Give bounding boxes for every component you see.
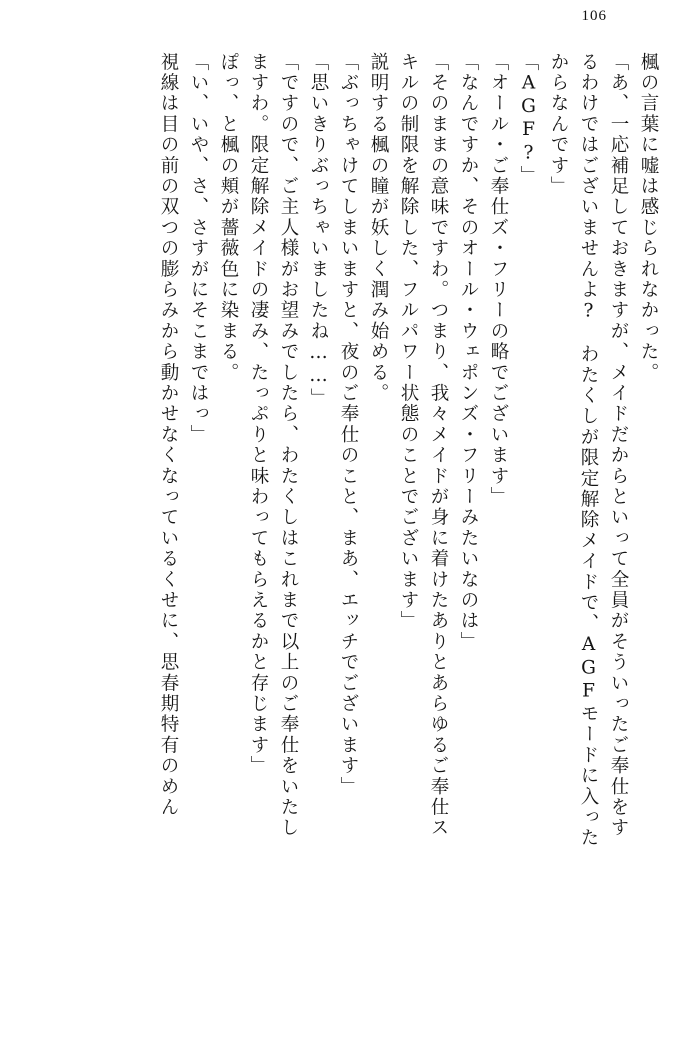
page-number: 106 (581, 8, 607, 24)
text-column: 「思いきりぶっちゃいましたね……」 (308, 52, 329, 409)
text-column: 楓の言葉に嘘は感じられなかった。 (638, 52, 659, 384)
text-column: キルの制限を解除した、フルパワー状態のことでございます」 (398, 52, 419, 632)
text-column: るわけではございませんよ? わたくしが限定解除メイドで、AGFモードに入った (578, 52, 599, 849)
text-column: 視線は目の前の双つの膨らみから動かせなくなっているくせに、思春期特有のめん (158, 52, 179, 818)
text-column: ますわ。限定解除メイドの凄み、たっぷりと味わってもらえるかと存じます」 (248, 52, 269, 777)
text-column: 「あ、一応補足しておきますが、メイドだからといって全員がそういったご奉仕をす (608, 52, 629, 839)
text-column: 「そのままの意味ですわ。つまり、我々メイドが身に着けたありとあらゆるご奉仕ス (428, 52, 449, 839)
body-text-block (24, 52, 657, 1020)
text-column: 説明する楓の瞳が妖しく潤み始める。 (368, 52, 389, 404)
text-column: 「オール・ご奉仕ズ・フリーの略でございます」 (488, 52, 509, 508)
text-column: 「ですので、ご主人様がお望みでしたら、わたくしはこれまで以上のご奉仕をいたし (278, 52, 299, 839)
text-column: 「なんですか、そのオール・ウェポンズ・フリーみたいなのは」 (458, 52, 479, 653)
text-column: 「い、いや、さ、さすがにそこまではっ」 (188, 52, 209, 446)
text-column: ぽっ、と楓の頬が薔薇色に染まる。 (218, 52, 239, 384)
text-column: からなんです」 (548, 52, 569, 197)
text-column: 「AGF?」 (518, 52, 539, 187)
text-column: 「ぶっちゃけてしまいますと、夜のご奉仕のこと、まあ、エッチでございます」 (338, 52, 359, 798)
